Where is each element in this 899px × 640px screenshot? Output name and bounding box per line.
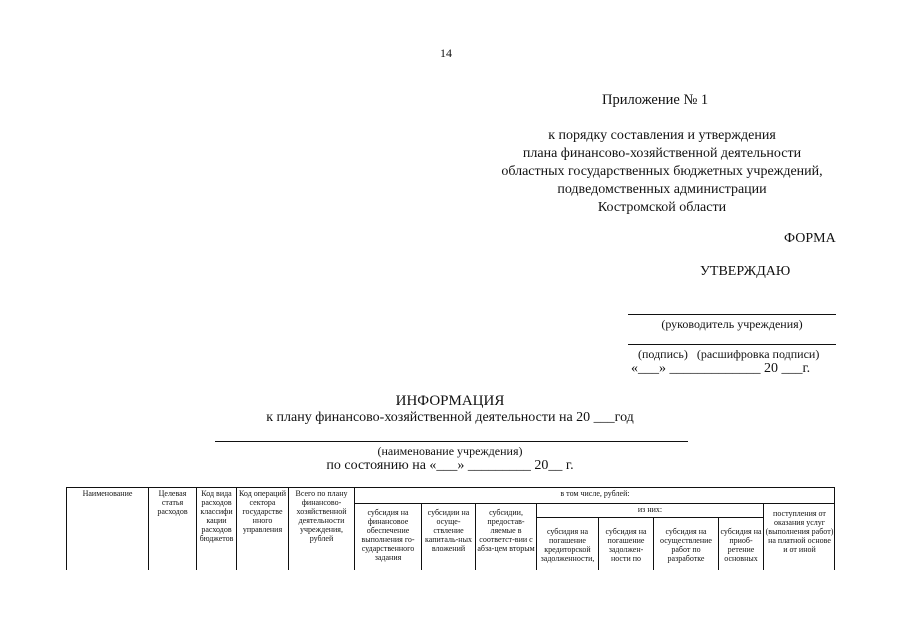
col-header-total: Всего по плану финансово-хозяйственной деятельности учреждения, рублей bbox=[288, 487, 354, 570]
page-number: 14 bbox=[440, 46, 452, 60]
approve-date: «___» _____________ 20 ___г. bbox=[631, 361, 811, 376]
col-header-state-task-subsidy: субсидия на финансовое обеспечение выполнения го-сударственного задания bbox=[354, 503, 421, 570]
col-header-name: Наименование bbox=[66, 487, 148, 570]
col-header-other-subsidy: субсидии, предостав-ляемые в соответст-вии с абза-цем вторым bbox=[475, 503, 536, 570]
appendix-line: к порядку составления и утверждения bbox=[548, 128, 776, 143]
col-header-paid-services: поступления от оказания услуг (выполнения работ) на платной основе и от иной bbox=[763, 503, 835, 570]
signature-line bbox=[628, 344, 836, 345]
table-right-border bbox=[834, 487, 835, 570]
info-subtitle: к плану финансово-хозяйственной деятельности на 20 ___год bbox=[266, 410, 634, 425]
col-header-expense-code: Код вида расходов классифи кации расходов бюджетов bbox=[196, 487, 236, 570]
col-header-debt-subsidy: субсидия на погашение кредиторской задолженности, bbox=[536, 517, 598, 570]
appendix-line: областных государственных бюджетных учреждений, bbox=[501, 164, 823, 179]
org-label: (наименование учреждения) bbox=[377, 444, 523, 458]
approve-title: УТВЕРЖДАЮ bbox=[700, 264, 791, 279]
col-header-target-article: Целевая статья расходов bbox=[148, 487, 196, 570]
signature-label: (подпись) (расшифровка подписи) bbox=[638, 347, 820, 361]
as-of-date: по состоянию на «___» _________ 20__ г. bbox=[326, 458, 574, 473]
appendix-line: Костромской области bbox=[597, 200, 727, 215]
group-header: в том числе, рублей: bbox=[354, 487, 835, 503]
col-header-arrears-subsidy: субсидия на погашение задолжен-ности по bbox=[598, 517, 653, 570]
form-label: ФОРМА bbox=[784, 231, 836, 246]
appendix-line: подведомственных администрации bbox=[557, 182, 767, 197]
head-signature-line bbox=[628, 314, 836, 315]
col-header-works-subsidy: субсидия на осуществление работ по разработке bbox=[653, 517, 718, 570]
appendix-description bbox=[472, 127, 852, 217]
col-header-assets-subsidy: субсидия на приоб-ретение основных bbox=[718, 517, 763, 570]
col-header-operation-code: Код операций сектора государстве нного управления bbox=[236, 487, 288, 570]
info-title: ИНФОРМАЦИЯ bbox=[395, 393, 505, 409]
plan-table bbox=[66, 487, 835, 570]
appendix-line: плана финансово-хозяйственной деятельности bbox=[522, 146, 802, 161]
col-header-capital-subsidy: субсидии на осуще-ствление капиталь-ных вложений bbox=[421, 503, 475, 570]
org-name-line bbox=[215, 441, 688, 442]
of-them-header: из них: bbox=[536, 503, 763, 517]
appendix-title: Приложение № 1 bbox=[602, 92, 709, 108]
head-label: (руководитель учреждения) bbox=[661, 317, 803, 331]
